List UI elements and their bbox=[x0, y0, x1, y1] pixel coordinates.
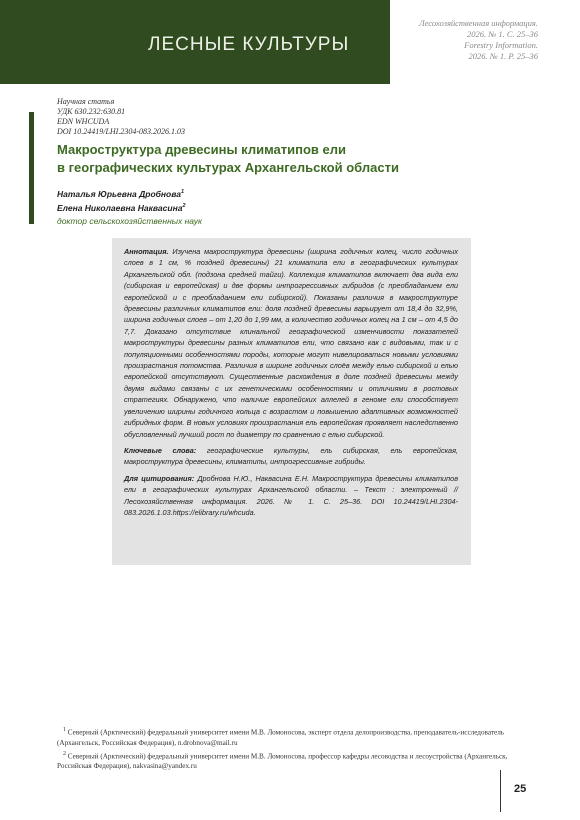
header-banner bbox=[0, 0, 390, 84]
abstract-box bbox=[112, 238, 471, 565]
journal-issue-en: 2026. № 1. P. 25–36 bbox=[468, 51, 538, 61]
title-line-1: Макроструктура древесины климатипов ели bbox=[57, 142, 346, 157]
footnote-1-mark: 1 bbox=[63, 727, 66, 733]
edn-code: EDN WHCUDA bbox=[57, 117, 110, 126]
author-1 bbox=[57, 186, 202, 200]
keywords-text: географические культуры, ель сибирская, ель европейская, макроструктура древесины, климатипы, интрогрессивные гибриды. bbox=[124, 445, 459, 467]
accent-bar bbox=[29, 112, 34, 224]
section-title: ЛЕСНЫЕ КУЛЬТУРЫ bbox=[148, 34, 350, 55]
journal-issue-ru: 2026. № 1. С. 25–36 bbox=[466, 29, 538, 39]
author-1-footnote-mark: 1 bbox=[181, 189, 185, 195]
footnote-2 bbox=[57, 749, 509, 772]
footnote-1-text: Северный (Арктический) федеральный университет имени М.В. Ломоносова, эксперт отдела делопроизводства, преподаватель-исследователь (Архангельск, Российская Федерация), n.drobnova@mail.ru bbox=[57, 728, 505, 747]
footnote-1 bbox=[57, 725, 509, 748]
abstract-label: Аннотация. bbox=[124, 247, 169, 256]
citation-label: Для цитирования: bbox=[124, 473, 195, 483]
author-2-footnote-mark: 2 bbox=[182, 203, 186, 210]
udk-code: УДК 630.232:630.81 bbox=[57, 107, 126, 116]
citation-text: Дробнова Н.Ю., Наквасина Е.Н. Макроструктура древесины климатипов ели в географических культурах Архангельской области. – Текст : электронный // Лесохозяйственная информация. 2026. № 1. С. 25–36. DOI 10.24419/LHI.2304-083.2026.1.03.https://elibrary.ru/whcuda. bbox=[124, 473, 458, 517]
footnote-2-mark: 2 bbox=[63, 750, 66, 757]
authors bbox=[57, 186, 202, 227]
keywords-paragraph bbox=[124, 445, 458, 468]
abstract-content bbox=[124, 246, 458, 523]
title-line-2: в географических культурах Архангельской области bbox=[57, 160, 399, 175]
author-1-name: Наталья Юрьевна Дробнова bbox=[57, 188, 181, 199]
page-number: 25 bbox=[514, 783, 527, 795]
footnotes bbox=[57, 725, 509, 773]
article-meta bbox=[57, 97, 185, 137]
journal-info bbox=[419, 18, 538, 62]
author-2-degree: доктор сельскохозяйственных наук bbox=[57, 215, 203, 226]
author-2-name: Елена Николаевна Наквасина bbox=[57, 203, 183, 214]
article-type: Научная статья bbox=[57, 97, 115, 106]
journal-name-en: Forestry Information. bbox=[464, 40, 538, 50]
page-number-divider bbox=[500, 770, 501, 812]
journal-name-ru: Лесохозяйственная информация. bbox=[418, 18, 538, 28]
abstract-text: Изучена макроструктура древесины (ширина годичных колец, число годичных слоев в 1 см, % поздней древесины) 21 климатипа ели в географических культурах Архангельской обл. (подзона средней тайги). Коллекция климатипов включает два вида ели (сибирская и европейская) и две формы интрогрессивных гибридов (с преобладанием ели европейской и с преобладанием ели сибирской). Показаны различия в макроструктуре древесины различных климатипов ели: доля поздней древесины варьирует от 18,4 до 32,9%, ширина годичных слоев – от 1,20 до 1,99 мм, а количество годичных колец на 1 см – от 4,5 до 7,7. Доказано отсутствие клинальной географической изменчивости показателей макроструктуры древесины разных климатипов ели, что связано как с видовыми, так и с популяционными особенностями породы, которые могут нивелироваться новыми условиями произрастания потомства. Различия в ширине годичных слоёв между елью сибирской и елью европейской отсутствуют. Существенные расхождения в доле поздней древесины между двумя видами связаны с их генетическими особенностями и отличиями в ростовых стратегиях. Обнаружено, что наличие европейских аллелей в геноме ели способствует увеличению ширины годичного кольца с возрастом и повышению адаптивных возможностей гибридных форм. В новых условиях произрастания ель европейская проявляет наследственно обусловленный лучший рост по диаметру по сравнению с елью сибирской. bbox=[124, 247, 458, 439]
citation-paragraph bbox=[124, 473, 458, 519]
abstract-paragraph bbox=[124, 246, 458, 440]
keywords-label: Ключевые слова: bbox=[124, 445, 197, 455]
article-title bbox=[57, 141, 417, 177]
author-2 bbox=[57, 200, 202, 214]
doi: DOI 10.24419/LHI.2304-083.2026.1.03 bbox=[57, 127, 185, 136]
footnote-2-text: Северный (Арктический) федеральный университет имени М.В. Ломоносова, профессор кафедры лесоводства и лесоустройства (Архангельск, Российская Федерация), nakvasina@yandex.ru bbox=[57, 752, 508, 771]
